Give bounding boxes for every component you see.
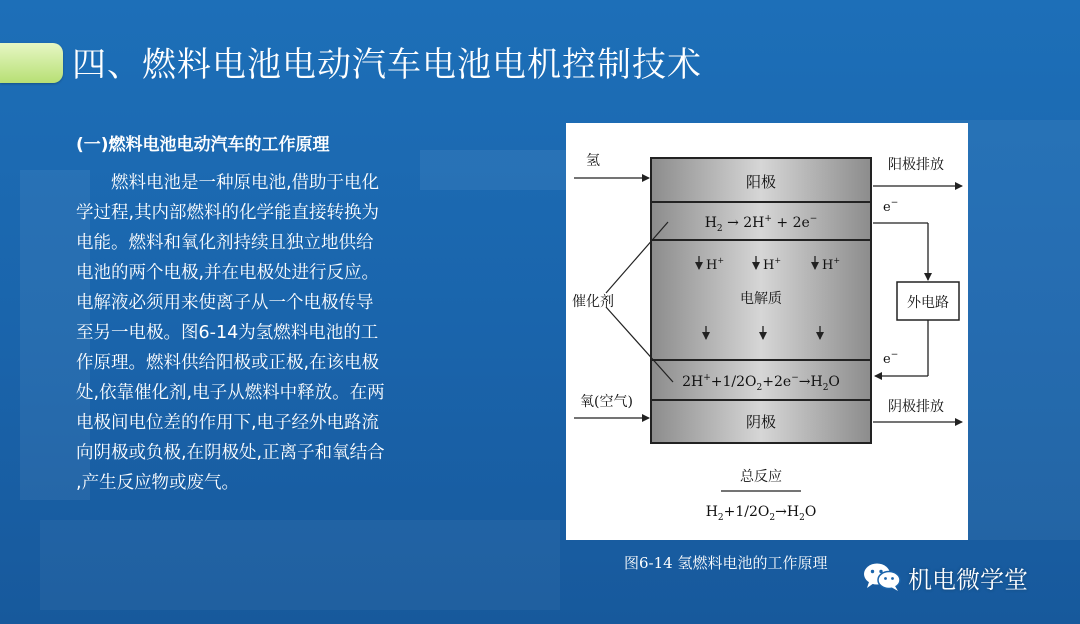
body-line: 电极间电位差的作用下,电子经外电路流 xyxy=(76,413,380,433)
svg-text:H+: H+ xyxy=(763,256,782,273)
anode-exhaust-label: 阳极排放 xyxy=(888,157,944,173)
total-reaction-equation: $H_2+1/2O_2\to H_2O$ xyxy=(705,504,817,523)
electron-label: e− xyxy=(883,350,899,367)
body-line: ,产生反应物或废气。 xyxy=(76,473,240,493)
hydrogen-label: 氢 xyxy=(586,153,600,169)
body-line: 燃料电池是一种原电池,借助于电化 xyxy=(76,173,380,193)
body-line: 学过程,其内部燃料的化学能直接转换为 xyxy=(76,203,380,223)
oxygen-label: 氧(空气) xyxy=(580,394,633,410)
cathode-exhaust-label: 阴极排放 xyxy=(888,399,944,415)
electron-label: e− xyxy=(883,198,899,215)
catalyst-label: 催化剂 xyxy=(572,294,614,310)
cathode-reaction: $2H^++1/2O_2+2e^-\to H_2O$ xyxy=(682,373,840,393)
anode-reaction: $H_2 \to 2H^+ + 2e^-$ xyxy=(704,214,818,234)
body-line: 电能。燃料和氧化剂持续且独立地供给 xyxy=(76,233,374,253)
fuel-cell-diagram xyxy=(566,123,968,540)
external-circuit-label: 外电路 xyxy=(907,295,949,311)
body-line: 电池的两个电极,并在电极处进行反应。 xyxy=(76,263,380,283)
electrolyte-label: 电解质 xyxy=(740,291,782,307)
figure-caption: 图6-14 氢燃料电池的工作原理 xyxy=(624,554,828,572)
body-paragraph xyxy=(76,168,446,498)
body-line: 作原理。燃料供给阳极或正极,在该电极 xyxy=(76,353,380,373)
section-heading: (一)燃料电池电动汽车的工作原理 xyxy=(76,135,330,155)
total-reaction-label: 总反应 xyxy=(740,469,782,485)
cathode-label: 阴极 xyxy=(745,413,777,431)
anode-label: 阳极 xyxy=(745,173,777,191)
page-title: 四、燃料电池电动汽车电池电机控制技术 xyxy=(72,45,702,85)
body-line: 向阴极或负极,在阴极处,正离子和氧结合 xyxy=(76,443,385,463)
watermark xyxy=(862,557,1028,597)
watermark-text: 机电微学堂 xyxy=(908,565,1028,594)
wechat-icon xyxy=(862,561,902,593)
svg-text:H+: H+ xyxy=(706,256,725,273)
body-line: 至另一电极。图6-14为氢燃料电池的工 xyxy=(76,323,379,343)
background-decoration xyxy=(40,520,560,610)
svg-text:H+: H+ xyxy=(822,256,841,273)
fuel-cell-diagram-svg xyxy=(566,123,968,540)
body-line: 处,依靠催化剂,电子从燃料中释放。在两 xyxy=(76,383,385,403)
body-line: 电解液必须用来使离子从一个电极传导 xyxy=(76,293,374,313)
title-accent-tab xyxy=(0,43,63,83)
